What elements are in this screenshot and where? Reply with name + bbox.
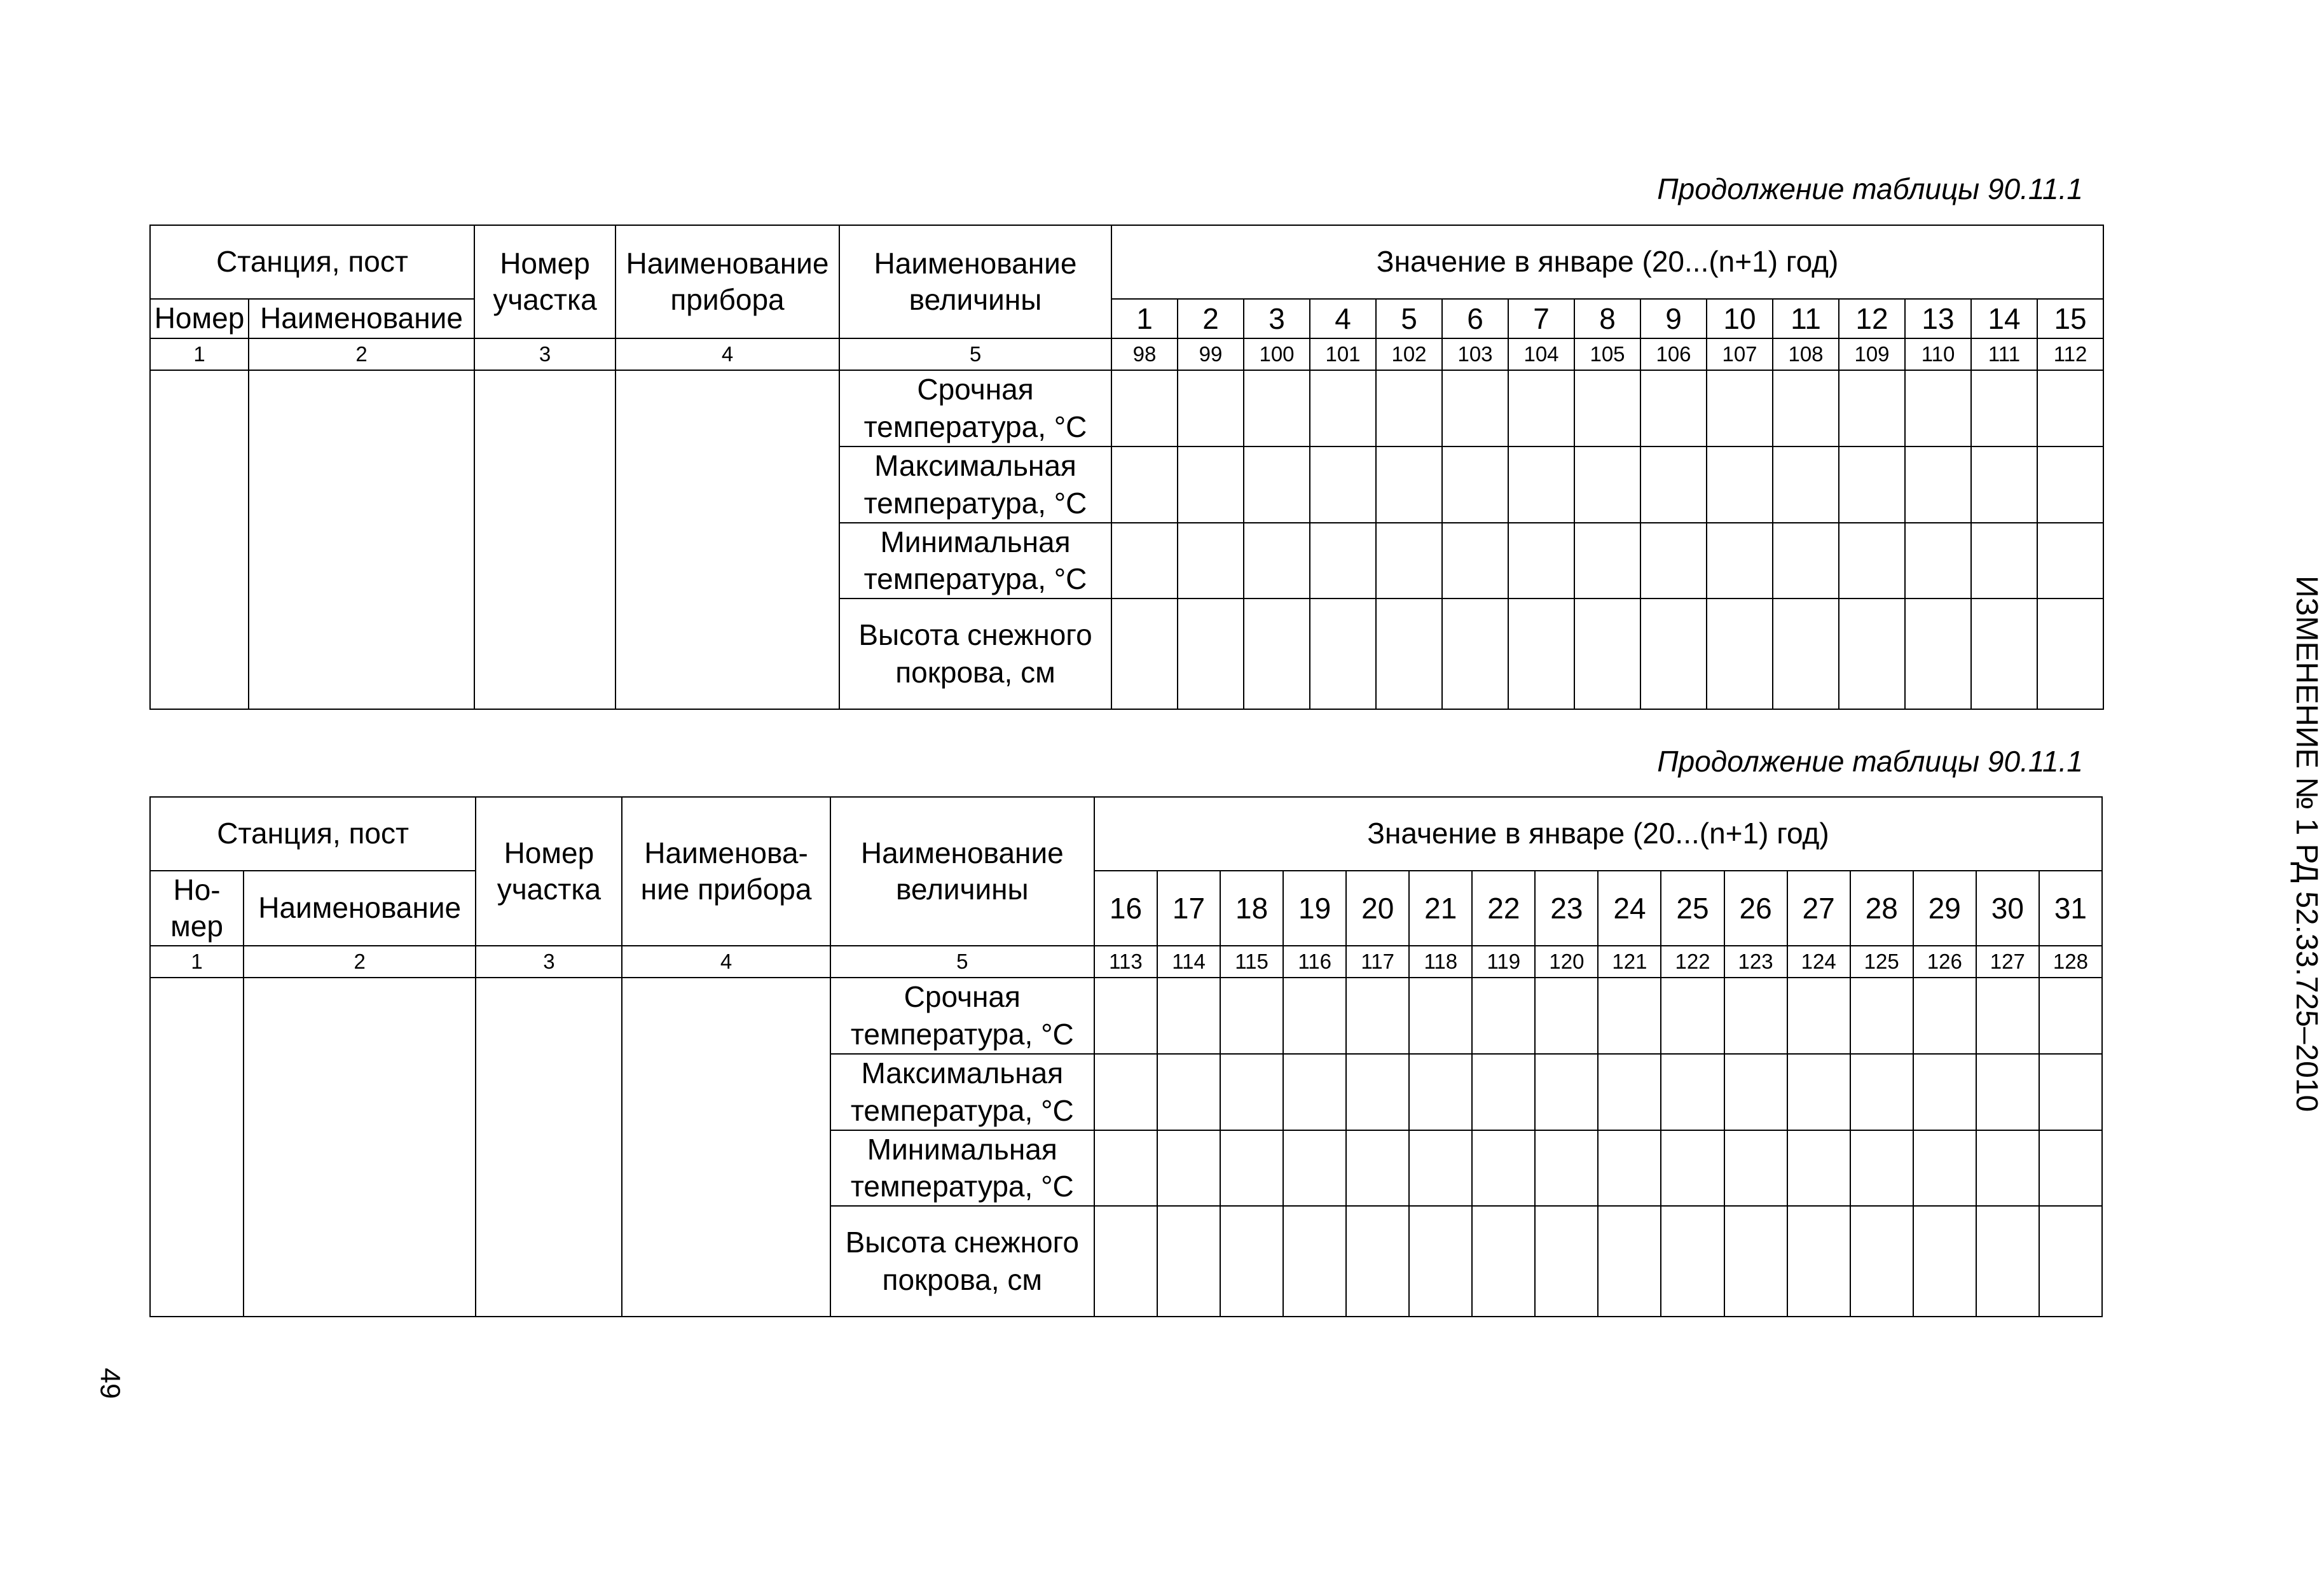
- value-cell: [1913, 1054, 1976, 1130]
- value-cell: [1661, 1054, 1724, 1130]
- day-number-header: 6: [1442, 299, 1508, 338]
- value-cell: [1598, 978, 1661, 1054]
- value-cell: [1724, 1130, 1787, 1207]
- day-number-header: 26: [1724, 871, 1787, 946]
- empty-cell: [150, 370, 249, 709]
- day-number-header: 1: [1111, 299, 1178, 338]
- day-number-header: 8: [1574, 299, 1640, 338]
- value-cell: [1976, 978, 2039, 1054]
- value-cell: [1773, 370, 1839, 446]
- value-cell: [1442, 523, 1508, 599]
- day-number-header: 3: [1244, 299, 1310, 338]
- value-cell: [1178, 446, 1244, 523]
- column-index: 107: [1707, 338, 1773, 370]
- value-cell: [1472, 1130, 1535, 1207]
- empty-cell: [476, 978, 622, 1317]
- value-cell: [1976, 1054, 2039, 1130]
- column-index: 123: [1724, 946, 1787, 978]
- column-index: 4: [615, 338, 839, 370]
- empty-cell: [249, 370, 474, 709]
- value-cell: [1508, 599, 1574, 709]
- value-cell: [1409, 1206, 1472, 1317]
- value-cell: [2039, 1130, 2102, 1207]
- value-cell: [1244, 446, 1310, 523]
- value-cell: [1111, 446, 1178, 523]
- value-cell: [1598, 1130, 1661, 1207]
- value-cell: [2037, 370, 2103, 446]
- value-cell: [2039, 1054, 2102, 1130]
- value-cell: [1640, 446, 1707, 523]
- column-index: 119: [1472, 946, 1535, 978]
- value-cell: [1707, 446, 1773, 523]
- empty-cell: [615, 370, 839, 709]
- value-cell: [1850, 978, 1913, 1054]
- value-cell: [1442, 446, 1508, 523]
- column-index: 112: [2037, 338, 2103, 370]
- value-cell: [1787, 1130, 1850, 1207]
- day-number-header: 23: [1535, 871, 1598, 946]
- section-number-header: Номер участка: [476, 797, 622, 946]
- value-cell: [1773, 599, 1839, 709]
- value-cell: [1839, 523, 1905, 599]
- day-number-header: 30: [1976, 871, 2039, 946]
- value-cell: [1724, 1206, 1787, 1317]
- value-cell: [1111, 599, 1178, 709]
- value-cell: [1094, 978, 1157, 1054]
- column-index: 122: [1661, 946, 1724, 978]
- empty-cell: [622, 978, 830, 1317]
- value-cell: [1409, 1130, 1472, 1207]
- instrument-header: [615, 225, 839, 338]
- station-header: Станция, пост: [150, 797, 476, 871]
- quantity-header: Наименование величины: [839, 225, 1111, 338]
- column-index: 113: [1094, 946, 1157, 978]
- column-index: 116: [1283, 946, 1346, 978]
- value-cell: [1094, 1054, 1157, 1130]
- value-cell: [1178, 523, 1244, 599]
- column-index: 111: [1971, 338, 2037, 370]
- value-cell: [1773, 523, 1839, 599]
- column-index: 128: [2039, 946, 2102, 978]
- value-cell: [1472, 978, 1535, 1054]
- day-number-header: 14: [1971, 299, 2037, 338]
- value-cell: [1598, 1054, 1661, 1130]
- value-cell: [1905, 370, 1971, 446]
- value-cell: [1178, 370, 1244, 446]
- value-cell: [1094, 1206, 1157, 1317]
- value-cell: [1310, 599, 1376, 709]
- day-number-header: 13: [1905, 299, 1971, 338]
- value-cell: [1094, 1130, 1157, 1207]
- value-cell: [1376, 599, 1442, 709]
- value-cell: [1111, 523, 1178, 599]
- column-index: 114: [1157, 946, 1220, 978]
- empty-cell: [150, 978, 244, 1317]
- value-cell: [1640, 523, 1707, 599]
- value-cell: [1283, 1206, 1346, 1317]
- column-index: 101: [1310, 338, 1376, 370]
- value-cell: [1913, 978, 1976, 1054]
- day-number-header: 28: [1850, 871, 1913, 946]
- column-index: 124: [1787, 946, 1850, 978]
- value-cell: [1905, 446, 1971, 523]
- value-cell: [1574, 599, 1640, 709]
- value-cell: [1574, 370, 1640, 446]
- instrument-header-line2: прибора: [670, 283, 785, 316]
- value-cell: [1976, 1130, 2039, 1207]
- day-number-header: 22: [1472, 871, 1535, 946]
- value-cell: [2037, 523, 2103, 599]
- station-name-header: Наименование: [249, 299, 474, 338]
- column-index: 110: [1905, 338, 1971, 370]
- day-number-header: 16: [1094, 871, 1157, 946]
- value-cell: [1707, 599, 1773, 709]
- value-cell: [1913, 1206, 1976, 1317]
- instrument-header: Наименова-ние прибора: [622, 797, 830, 946]
- value-cell: [1376, 446, 1442, 523]
- quantity-label: Минимальная температура, °С: [830, 1130, 1094, 1207]
- column-index: 3: [476, 946, 622, 978]
- value-cell: [1472, 1054, 1535, 1130]
- value-cell: [1535, 1054, 1598, 1130]
- column-index: 108: [1773, 338, 1839, 370]
- value-cell: [1283, 1130, 1346, 1207]
- table-caption: Продолжение таблицы 90.11.1: [1657, 172, 2083, 205]
- value-cell: [1111, 370, 1178, 446]
- quantity-label: Максимальная температура, °С: [839, 446, 1111, 523]
- value-cell: [2037, 446, 2103, 523]
- day-number-header: 2: [1178, 299, 1244, 338]
- empty-cell: [244, 978, 476, 1317]
- value-cell: [1839, 370, 1905, 446]
- column-index: 102: [1376, 338, 1442, 370]
- column-index: 127: [1976, 946, 2039, 978]
- value-cell: [1157, 1130, 1220, 1207]
- data-table-days-16-31: [149, 796, 2103, 1317]
- value-cell: [1971, 370, 2037, 446]
- value-cell: [1773, 446, 1839, 523]
- column-index: 106: [1640, 338, 1707, 370]
- value-cell: [1346, 1206, 1409, 1317]
- data-table-days-1-15: [149, 225, 2104, 710]
- quantity-label: Срочная температура, °С: [839, 370, 1111, 446]
- column-index: 103: [1442, 338, 1508, 370]
- value-cell: [1283, 978, 1346, 1054]
- value-cell: [1178, 599, 1244, 709]
- column-index: 109: [1839, 338, 1905, 370]
- value-cell: [1839, 446, 1905, 523]
- value-cell: [2039, 1206, 2102, 1317]
- value-cell: [1244, 599, 1310, 709]
- value-cell: [1640, 370, 1707, 446]
- column-index: 2: [249, 338, 474, 370]
- station-header: Станция, пост: [150, 225, 474, 299]
- value-cell: [1346, 978, 1409, 1054]
- value-cell: [1346, 1054, 1409, 1130]
- value-cell: [1787, 1054, 1850, 1130]
- value-cell: [1661, 1206, 1724, 1317]
- column-index: 100: [1244, 338, 1310, 370]
- column-index: 121: [1598, 946, 1661, 978]
- value-cell: [1913, 1130, 1976, 1207]
- value-cell: [1535, 1206, 1598, 1317]
- value-cell: [1346, 1130, 1409, 1207]
- value-cell: [1976, 1206, 2039, 1317]
- value-cell: [1283, 1054, 1346, 1130]
- station-name-header: Наименование: [244, 871, 476, 946]
- value-cell: [1535, 978, 1598, 1054]
- day-number-header: 10: [1707, 299, 1773, 338]
- day-number-header: 17: [1157, 871, 1220, 946]
- table-caption: Продолжение таблицы 90.11.1: [1657, 745, 2083, 778]
- january-values-header: Значение в январе (20...(n+1) год): [1111, 225, 2103, 299]
- day-number-header: 27: [1787, 871, 1850, 946]
- column-index: 1: [150, 338, 249, 370]
- value-cell: [1850, 1130, 1913, 1207]
- value-cell: [1310, 370, 1376, 446]
- column-index: 120: [1535, 946, 1598, 978]
- value-cell: [1598, 1206, 1661, 1317]
- column-index: 99: [1178, 338, 1244, 370]
- quantity-header: Наименование величины: [830, 797, 1094, 946]
- day-number-header: 21: [1409, 871, 1472, 946]
- column-index: 5: [830, 946, 1094, 978]
- value-cell: [1220, 1130, 1283, 1207]
- value-cell: [1220, 1054, 1283, 1130]
- quantity-label: Высота снежного покрова, см: [830, 1206, 1094, 1317]
- quantity-label: Максимальная температура, °С: [830, 1054, 1094, 1130]
- value-cell: [1442, 370, 1508, 446]
- value-cell: [1839, 599, 1905, 709]
- section-number-header: Номер участка: [474, 225, 615, 338]
- column-index: 3: [474, 338, 615, 370]
- column-index: 117: [1346, 946, 1409, 978]
- value-cell: [1157, 1206, 1220, 1317]
- quantity-label: Минимальная температура, °С: [839, 523, 1111, 599]
- day-number-header: 11: [1773, 299, 1839, 338]
- value-cell: [1508, 446, 1574, 523]
- value-cell: [1442, 599, 1508, 709]
- day-number-header: 4: [1310, 299, 1376, 338]
- value-cell: [1850, 1054, 1913, 1130]
- day-number-header: 7: [1508, 299, 1574, 338]
- day-number-header: 5: [1376, 299, 1442, 338]
- value-cell: [1508, 523, 1574, 599]
- day-number-header: 29: [1913, 871, 1976, 946]
- column-index: 125: [1850, 946, 1913, 978]
- value-cell: [1220, 978, 1283, 1054]
- day-number-header: 20: [1346, 871, 1409, 946]
- value-cell: [2039, 978, 2102, 1054]
- day-number-header: 19: [1283, 871, 1346, 946]
- value-cell: [1707, 523, 1773, 599]
- value-cell: [1157, 1054, 1220, 1130]
- column-index: 98: [1111, 338, 1178, 370]
- value-cell: [1724, 1054, 1787, 1130]
- day-number-header: 25: [1661, 871, 1724, 946]
- value-cell: [1244, 523, 1310, 599]
- column-index: 5: [839, 338, 1111, 370]
- value-cell: [1707, 370, 1773, 446]
- value-cell: [1787, 978, 1850, 1054]
- value-cell: [1905, 523, 1971, 599]
- quantity-label: Срочная температура, °С: [830, 978, 1094, 1054]
- value-cell: [1535, 1130, 1598, 1207]
- value-cell: [1724, 978, 1787, 1054]
- day-number-header: 31: [2039, 871, 2102, 946]
- value-cell: [1409, 978, 1472, 1054]
- column-index: 104: [1508, 338, 1574, 370]
- value-cell: [2037, 599, 2103, 709]
- quantity-label: Высота снежного покрова, см: [839, 599, 1111, 709]
- station-number-header: Номер: [150, 299, 249, 338]
- value-cell: [1850, 1206, 1913, 1317]
- instrument-header-line1: Наименование: [626, 246, 829, 280]
- value-cell: [1376, 370, 1442, 446]
- value-cell: [1472, 1206, 1535, 1317]
- document-revision-label: ИЗМЕНЕНИЕ № 1 РД 52.33.725–2010: [2290, 576, 2323, 1112]
- column-index: 118: [1409, 946, 1472, 978]
- station-number-header: Но-мер: [150, 871, 244, 946]
- value-cell: [1971, 523, 2037, 599]
- empty-cell: [474, 370, 615, 709]
- day-number-header: 18: [1220, 871, 1283, 946]
- value-cell: [1787, 1206, 1850, 1317]
- value-cell: [1971, 599, 2037, 709]
- value-cell: [1157, 978, 1220, 1054]
- value-cell: [1310, 523, 1376, 599]
- value-cell: [1661, 978, 1724, 1054]
- column-index: 1: [150, 946, 244, 978]
- page-number: 49: [94, 1367, 126, 1399]
- value-cell: [1310, 446, 1376, 523]
- day-number-header: 9: [1640, 299, 1707, 338]
- column-index: 115: [1220, 946, 1283, 978]
- day-number-header: 15: [2037, 299, 2103, 338]
- value-cell: [1661, 1130, 1724, 1207]
- value-cell: [1971, 446, 2037, 523]
- value-cell: [1574, 446, 1640, 523]
- january-values-header: Значение в январе (20...(n+1) год): [1094, 797, 2102, 871]
- column-index: 126: [1913, 946, 1976, 978]
- day-number-header: 24: [1598, 871, 1661, 946]
- value-cell: [1376, 523, 1442, 599]
- value-cell: [1640, 599, 1707, 709]
- value-cell: [1574, 523, 1640, 599]
- column-index: 4: [622, 946, 830, 978]
- column-index: 2: [244, 946, 476, 978]
- day-number-header: 12: [1839, 299, 1905, 338]
- value-cell: [1409, 1054, 1472, 1130]
- value-cell: [1508, 370, 1574, 446]
- value-cell: [1905, 599, 1971, 709]
- value-cell: [1220, 1206, 1283, 1317]
- value-cell: [1244, 370, 1310, 446]
- column-index: 105: [1574, 338, 1640, 370]
